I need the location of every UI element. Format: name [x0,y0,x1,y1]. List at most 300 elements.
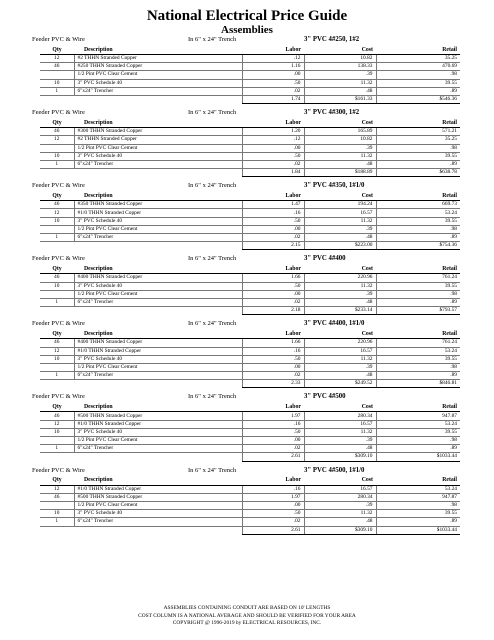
table-row [40,55,460,63]
item-labor: .50 [242,152,304,160]
item-cost: .48 [304,372,376,380]
item-labor: .02 [242,518,304,526]
item-labor: .00 [242,225,304,233]
col-header-description: Description [74,191,242,201]
item-description: #1/0 THHN Stranded Copper [74,420,242,428]
section-category: Feeder PVC & Wire [32,36,85,43]
total-labor: 2.18 [242,307,304,315]
total-spacer [74,242,242,250]
item-labor: .00 [242,290,304,298]
item-cost: 220.96 [304,339,376,347]
item-description: 1/2 Pint PVC Clear Cement [74,363,242,371]
table-row [40,274,460,282]
total-retail: $546.36 [376,95,460,103]
item-labor: .00 [242,501,304,509]
section-header [0,392,494,402]
table-row [40,485,460,493]
item-description: 6"x24" Trencher [74,298,242,306]
total-spacer [40,95,74,103]
table-row [40,412,460,420]
item-labor: .50 [242,217,304,225]
item-retail: 35.25 [376,136,460,144]
item-retail: .98 [376,437,460,445]
table-row [40,209,460,217]
total-retail: $846.81 [376,380,460,388]
item-description: 3" PVC Schedule 40 [74,428,242,436]
table-row [40,428,460,436]
section-category: Feeder PVC & Wire [32,320,85,328]
total-retail: $638.78 [376,169,460,177]
item-cost: 138.33 [304,63,376,71]
item-labor: 1.20 [242,128,304,136]
item-qty: 10 [40,510,74,518]
section-trench: In 6" x 24" Trench [188,466,237,474]
item-cost: .48 [304,160,376,168]
item-qty [40,437,74,445]
col-header-retail: Retail [376,45,460,55]
total-spacer [40,526,74,534]
table-total-row [40,380,460,388]
table-row [40,79,460,87]
item-labor: .00 [242,144,304,152]
col-header-qty: Qty [40,476,74,486]
section-header [0,466,494,476]
item-qty: 1 [40,87,74,95]
table-total-row [40,169,460,177]
section-assembly-name: 3" PVC 4#400, 1#1/0 [304,320,365,328]
item-qty: 10 [40,79,74,87]
item-labor: 1.66 [242,339,304,347]
col-header-description: Description [74,329,242,339]
section-trench: In 6" x 24" Trench [188,255,237,263]
item-qty: 1 [40,160,74,168]
section-trench: In 6" x 24" Trench [188,393,237,401]
assembly-table [40,476,460,535]
item-description: 6"x24" Trencher [74,160,242,168]
col-header-qty: Qty [40,45,74,55]
total-labor: 2.61 [242,453,304,461]
total-spacer [40,380,74,388]
item-labor: .02 [242,445,304,453]
item-qty: 46 [40,493,74,501]
table-header-row [40,118,460,128]
item-qty [40,144,74,152]
total-retail: $793.57 [376,307,460,315]
item-qty: 1 [40,234,74,242]
table-row [40,347,460,355]
item-retail: 53.24 [376,420,460,428]
item-description: #2 THHN Stranded Copper [74,136,242,144]
section-assembly-name: 3" PVC 4#300, 1#2 [304,109,360,117]
item-description: 6"x24" Trencher [74,87,242,95]
item-cost: .39 [304,144,376,152]
item-labor: .00 [242,437,304,445]
item-cost: 220.96 [304,274,376,282]
col-header-cost: Cost [304,264,376,274]
table-row [40,298,460,306]
table-row [40,71,460,79]
section-header [0,254,494,264]
item-labor: .50 [242,355,304,363]
col-header-description: Description [74,264,242,274]
item-retail: .89 [376,160,460,168]
item-cost: 10.82 [304,136,376,144]
item-description: 3" PVC Schedule 40 [74,217,242,225]
col-header-qty: Qty [40,402,74,412]
item-retail: 571.21 [376,128,460,136]
col-header-labor: Labor [242,476,304,486]
total-cost: $161.33 [304,95,376,103]
item-cost: .39 [304,437,376,445]
assembly-section [0,35,494,104]
item-retail: .89 [376,234,460,242]
item-qty: 1 [40,445,74,453]
table-header-row [40,476,460,486]
item-labor: .50 [242,79,304,87]
table-header-row [40,264,460,274]
total-cost: $309.10 [304,453,376,461]
item-description: #300 THHN Stranded Copper [74,128,242,136]
table-row [40,372,460,380]
col-header-labor: Labor [242,118,304,128]
item-retail: .89 [376,87,460,95]
item-qty: 10 [40,217,74,225]
section-header [0,319,494,329]
item-qty: 12 [40,209,74,217]
total-spacer [40,453,74,461]
assembly-table [40,118,460,177]
table-header-row [40,329,460,339]
item-description: 6"x24" Trencher [74,372,242,380]
page-footer [0,605,494,628]
item-qty: 46 [40,339,74,347]
item-qty: 12 [40,485,74,493]
table-row [40,201,460,209]
item-description: 6"x24" Trencher [74,518,242,526]
table-row [40,128,460,136]
item-qty: 46 [40,63,74,71]
item-labor: .50 [242,510,304,518]
item-labor: .16 [242,485,304,493]
table-header-row [40,191,460,201]
item-retail: .98 [376,225,460,233]
item-description: 6"x24" Trencher [74,234,242,242]
assembly-section [0,181,494,250]
table-total-row [40,95,460,103]
col-header-cost: Cost [304,329,376,339]
item-retail: 39.55 [376,510,460,518]
table-row [40,63,460,71]
item-labor: 1.97 [242,493,304,501]
item-description: #1/0 THHN Stranded Copper [74,347,242,355]
item-description: #400 THHN Stranded Copper [74,274,242,282]
section-assembly-name: 3" PVC 4#500, 1#1/0 [304,466,365,474]
item-qty: 1 [40,518,74,526]
item-qty [40,71,74,79]
total-labor: 1.84 [242,169,304,177]
assembly-section [0,466,494,535]
item-cost: .39 [304,290,376,298]
item-labor: .02 [242,298,304,306]
item-cost: .48 [304,234,376,242]
table-row [40,518,460,526]
col-header-description: Description [74,45,242,55]
item-labor: 1.97 [242,412,304,420]
col-header-retail: Retail [376,476,460,486]
section-assembly-name: 3" PVC 4#350, 1#1/0 [304,182,365,190]
total-spacer [74,380,242,388]
item-cost: 165.89 [304,128,376,136]
item-retail: 761.24 [376,339,460,347]
item-cost: 11.32 [304,428,376,436]
total-retail: $1033.44 [376,453,460,461]
assembly-sections [0,35,494,539]
item-labor: .00 [242,71,304,79]
total-cost: $233.14 [304,307,376,315]
item-cost: 11.32 [304,152,376,160]
assembly-section [0,392,494,461]
item-labor: .16 [242,209,304,217]
table-row [40,363,460,371]
section-trench: In 6" x 24" Trench [188,109,237,117]
item-retail: 53.24 [376,485,460,493]
col-header-cost: Cost [304,476,376,486]
item-cost: 11.32 [304,79,376,87]
assembly-section [0,319,494,388]
item-description: 3" PVC Schedule 40 [74,79,242,87]
col-header-retail: Retail [376,118,460,128]
item-labor: .12 [242,55,304,63]
col-header-description: Description [74,118,242,128]
item-cost: .39 [304,501,376,509]
item-labor: .02 [242,160,304,168]
table-row [40,501,460,509]
table-row [40,225,460,233]
page-subtitle: Assemblies [221,24,273,36]
section-header [0,35,494,45]
table-row [40,493,460,501]
col-header-labor: Labor [242,264,304,274]
total-cost: $188.89 [304,169,376,177]
total-retail: $1033.44 [376,526,460,534]
item-retail: .98 [376,501,460,509]
item-cost: 11.32 [304,510,376,518]
item-cost: 11.32 [304,282,376,290]
item-description: 3" PVC Schedule 40 [74,282,242,290]
col-header-cost: Cost [304,402,376,412]
item-qty: 10 [40,428,74,436]
item-qty: 1 [40,298,74,306]
item-retail: 39.55 [376,217,460,225]
col-header-retail: Retail [376,329,460,339]
item-description: 1/2 Pint PVC Clear Cement [74,290,242,298]
item-retail: .98 [376,363,460,371]
table-row [40,217,460,225]
section-category: Feeder PVC & Wire [32,255,85,263]
item-retail: .98 [376,71,460,79]
item-description: 6"x24" Trencher [74,445,242,453]
col-header-cost: Cost [304,45,376,55]
item-retail: 947.87 [376,412,460,420]
section-trench: In 6" x 24" Trench [188,36,237,43]
section-trench: In 6" x 24" Trench [188,320,237,328]
item-cost: 16.57 [304,420,376,428]
col-header-labor: Labor [242,45,304,55]
col-header-labor: Labor [242,402,304,412]
total-spacer [74,307,242,315]
item-cost: 280.34 [304,412,376,420]
item-labor: .00 [242,363,304,371]
item-cost: 10.82 [304,55,376,63]
section-category: Feeder PVC & Wire [32,182,85,190]
item-description: #500 THHN Stranded Copper [74,493,242,501]
section-category: Feeder PVC & Wire [32,109,85,117]
item-retail: 470.69 [376,63,460,71]
item-labor: .50 [242,428,304,436]
item-retail: 39.55 [376,79,460,87]
total-labor: 2.61 [242,526,304,534]
item-qty [40,290,74,298]
table-row [40,355,460,363]
section-trench: In 6" x 24" Trench [188,182,237,190]
item-qty [40,225,74,233]
item-qty: 46 [40,201,74,209]
item-labor: .16 [242,347,304,355]
total-cost: $249.52 [304,380,376,388]
item-qty: 10 [40,355,74,363]
item-qty: 10 [40,152,74,160]
item-retail: 39.55 [376,282,460,290]
item-retail: 39.55 [376,428,460,436]
table-total-row [40,526,460,534]
page-title: National Electrical Price Guide [146,8,348,24]
item-cost: .48 [304,445,376,453]
item-description: 1/2 Pint PVC Clear Cement [74,437,242,445]
col-header-labor: Labor [242,329,304,339]
col-header-description: Description [74,402,242,412]
total-spacer [74,526,242,534]
assembly-section [0,108,494,177]
item-labor: 1.66 [242,274,304,282]
item-labor: .50 [242,282,304,290]
item-description: #500 THHN Stranded Copper [74,412,242,420]
table-row [40,234,460,242]
table-total-row [40,453,460,461]
footer-note-cost: COST COLUMN IS A NATIONAL AVERAGE AND SHOULD BE VERIFIED FOR YOUR AREA [138,612,356,619]
item-cost: 11.32 [304,217,376,225]
item-qty: 12 [40,55,74,63]
item-cost: .48 [304,518,376,526]
item-retail: 39.55 [376,355,460,363]
col-header-description: Description [74,476,242,486]
item-qty [40,501,74,509]
item-retail: 669.73 [376,201,460,209]
col-header-qty: Qty [40,118,74,128]
col-header-cost: Cost [304,118,376,128]
assembly-table [40,264,460,315]
total-labor: 2.15 [242,242,304,250]
section-header [0,181,494,191]
item-description: #2 THHN Stranded Copper [74,55,242,63]
section-assembly-name: 3" PVC 4#250, 1#2 [304,36,360,43]
section-category: Feeder PVC & Wire [32,466,85,474]
item-labor: 1.16 [242,63,304,71]
item-labor: .02 [242,87,304,95]
item-retail: 53.24 [376,209,460,217]
table-row [40,152,460,160]
assembly-table [40,45,460,104]
table-row [40,445,460,453]
item-retail: 53.24 [376,347,460,355]
table-total-row [40,307,460,315]
table-row [40,136,460,144]
item-cost: .39 [304,71,376,79]
item-qty: 10 [40,282,74,290]
item-description: 3" PVC Schedule 40 [74,355,242,363]
table-row [40,339,460,347]
table-header-row [40,402,460,412]
table-row [40,144,460,152]
col-header-retail: Retail [376,191,460,201]
item-retail: 947.87 [376,493,460,501]
col-header-qty: Qty [40,264,74,274]
item-description: 1/2 Pint PVC Clear Cement [74,225,242,233]
item-cost: 16.57 [304,485,376,493]
section-assembly-name: 3" PVC 4#500 [304,393,346,401]
item-cost: .39 [304,225,376,233]
section-assembly-name: 3" PVC 4#400 [304,255,346,263]
total-cost: $309.10 [304,526,376,534]
item-description: #400 THHN Stranded Copper [74,339,242,347]
item-qty: 46 [40,128,74,136]
table-row [40,420,460,428]
item-retail: .98 [376,290,460,298]
total-spacer [40,169,74,177]
assembly-section [0,254,494,315]
item-labor: .02 [242,234,304,242]
total-spacer [74,169,242,177]
item-qty: 12 [40,420,74,428]
total-spacer [40,242,74,250]
table-row [40,282,460,290]
item-retail: 35.25 [376,55,460,63]
item-qty: 46 [40,412,74,420]
item-cost: 280.34 [304,493,376,501]
item-qty: 12 [40,136,74,144]
section-header [0,108,494,118]
item-retail: .89 [376,298,460,306]
total-retail: $754.36 [376,242,460,250]
item-retail: 761.24 [376,274,460,282]
col-header-labor: Labor [242,191,304,201]
col-header-qty: Qty [40,191,74,201]
footer-copyright: COPYRIGHT @ 1996-2019 by ELECTRICAL RESOURCES, INC. [172,620,322,626]
item-retail: .89 [376,518,460,526]
item-retail: .98 [376,144,460,152]
item-cost: 16.57 [304,209,376,217]
total-spacer [74,95,242,103]
item-cost: .48 [304,87,376,95]
item-description: #350 THHN Stranded Copper [74,201,242,209]
col-header-retail: Retail [376,264,460,274]
total-spacer [74,453,242,461]
assembly-table [40,191,460,250]
item-cost: .39 [304,363,376,371]
total-spacer [40,307,74,315]
item-description: 1/2 Pint PVC Clear Cement [74,501,242,509]
item-retail: .89 [376,445,460,453]
table-header-row [40,45,460,55]
